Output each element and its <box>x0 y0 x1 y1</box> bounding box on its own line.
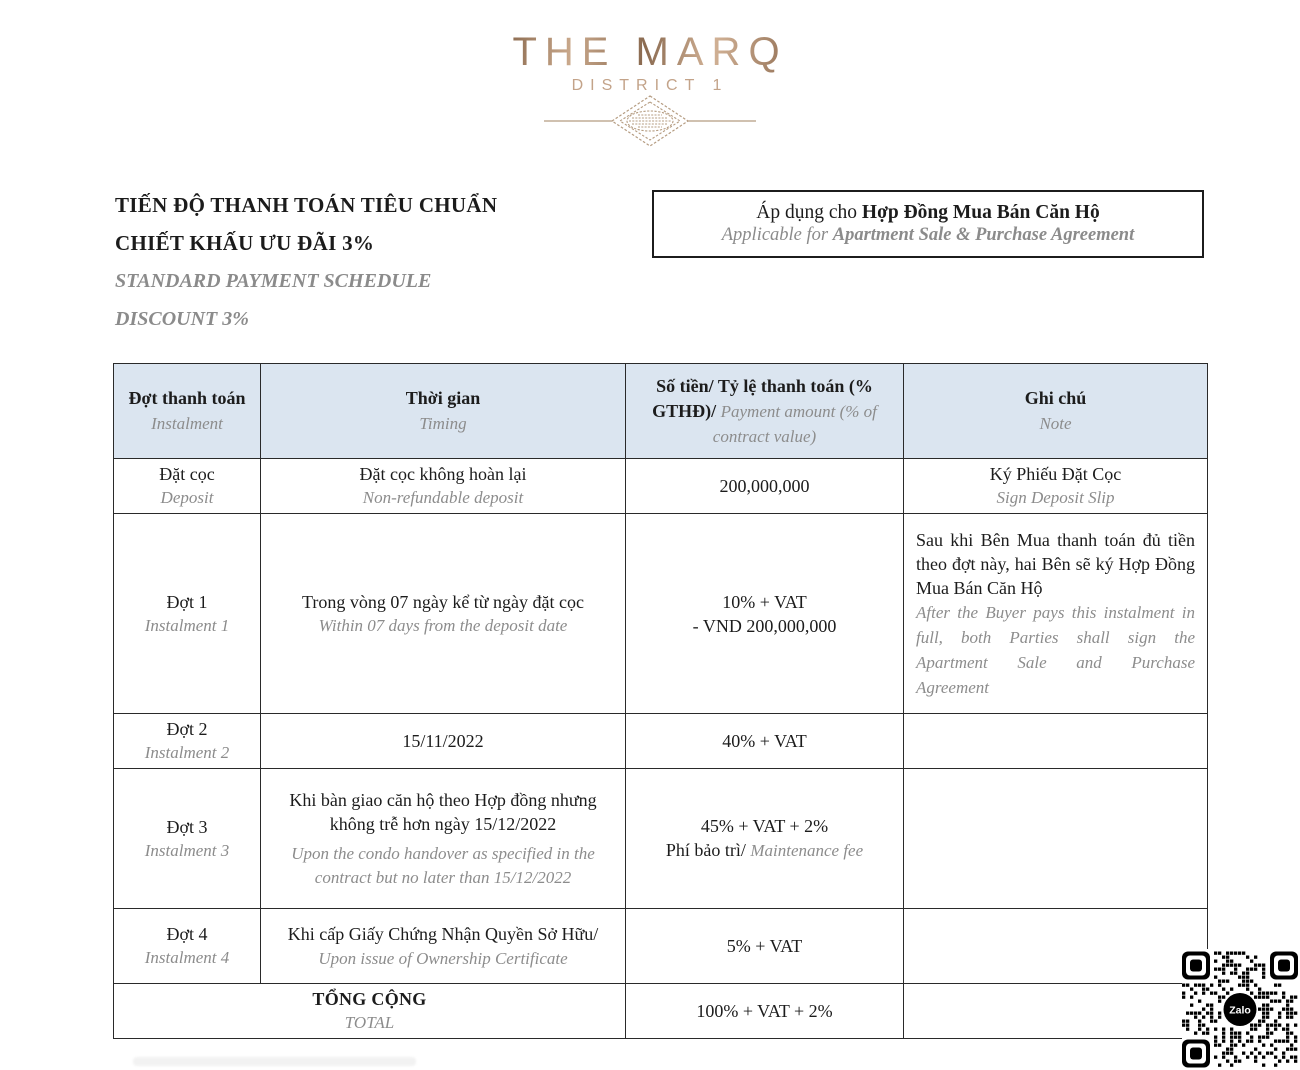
timing-cell: Khi cấp Giấy Chứng Nhận Quyền Sở Hữu/ Upon issue of Ownership Certificate <box>261 909 626 984</box>
title-line-vi-1: TIẾN ĐỘ THANH TOÁN TIÊU CHUẨN <box>115 193 498 217</box>
applicability-vi: Áp dụng cho Hợp Đồng Mua Bán Căn Hộ <box>756 202 1100 223</box>
note-cell: Ký Phiếu Đặt Cọc Sign Deposit Slip <box>904 459 1208 514</box>
amount-cell: 200,000,000 <box>626 459 904 514</box>
table-header-row <box>114 364 1208 459</box>
zalo-qr-code <box>1182 949 1298 1070</box>
table-row-instalment-1 <box>114 514 1208 714</box>
title-line-en-2: DISCOUNT 3% <box>115 308 249 330</box>
timing-cell: Đặt cọc không hoàn lại Non-refundable deposit <box>261 459 626 514</box>
title-line-vi-2: CHIẾT KHẤU ƯU ĐÃI 3% <box>115 231 375 255</box>
timing-cell: Khi bàn giao căn hộ theo Hợp đồng nhưng không trễ hơn ngày 15/12/2022 Upon the condo handover as specified in the contract but no later than 15/12/2022 <box>261 769 626 909</box>
instalment-cell: Đặt cọc Deposit <box>114 459 261 514</box>
brand-logo-title: THE MARQ <box>512 30 788 74</box>
cutoff-text-fragment <box>133 1057 416 1066</box>
instalment-cell: Đợt 1 Instalment 1 <box>114 514 261 714</box>
note-cell <box>904 909 1208 984</box>
instalment-cell: Đợt 3 Instalment 3 <box>114 769 261 909</box>
table-row-deposit <box>114 459 1208 514</box>
note-cell <box>904 714 1208 769</box>
instalment-cell: Đợt 4 Instalment 4 <box>114 909 261 984</box>
amount-cell: 40% + VAT <box>626 714 904 769</box>
applicability-en: Applicable for Apartment Sale & Purchase Agreement <box>721 225 1135 245</box>
document-title <box>115 186 655 338</box>
header-amount: Số tiền/ Tỷ lệ thanh toán (% GTHĐ)/ Payment amount (% of contract value) <box>626 364 904 459</box>
amount-cell: 100% + VAT + 2% <box>626 984 904 1039</box>
title-line-en-1: STANDARD PAYMENT SCHEDULE <box>115 270 432 292</box>
table-row-instalment-3 <box>114 769 1208 909</box>
payment-schedule-table <box>113 363 1208 1039</box>
brand-logo-subtitle: DISTRICT 1 <box>571 77 729 94</box>
note-cell: Sau khi Bên Mua thanh toán đủ tiền theo đợt này, hai Bên sẽ ký Hợp Đồng Mua Bán Căn Hộ After the Buyer pays this instalment in full, both Parties shall sign the Apartment Sale and Purchase Agreement <box>904 514 1208 714</box>
total-label-cell: TỔNG CỘNG TOTAL <box>114 984 626 1039</box>
table-row-instalment-4 <box>114 909 1208 984</box>
table-row-total <box>114 984 1208 1039</box>
timing-cell: 15/11/2022 <box>261 714 626 769</box>
table-row-instalment-2 <box>114 714 1208 769</box>
header-instalment: Đợt thanh toán Instalment <box>114 364 261 459</box>
header-timing: Thời gian Timing <box>261 364 626 459</box>
note-cell <box>904 984 1208 1039</box>
instalment-cell: Đợt 2 Instalment 2 <box>114 714 261 769</box>
zalo-label: Zalo <box>1229 1004 1251 1017</box>
brand-logo <box>0 30 1300 95</box>
applicability-box <box>652 190 1204 258</box>
timing-cell: Trong vòng 07 ngày kể từ ngày đặt cọc Within 07 days from the deposit date <box>261 514 626 714</box>
amount-cell: 5% + VAT <box>626 909 904 984</box>
diamond-ornament-icon <box>544 94 756 157</box>
header-note: Ghi chú Note <box>904 364 1208 459</box>
amount-cell: 10% + VAT - VND 200,000,000 <box>626 514 904 714</box>
amount-cell: 45% + VAT + 2% Phí bảo trì/ Maintenance fee <box>626 769 904 909</box>
note-cell <box>904 769 1208 909</box>
